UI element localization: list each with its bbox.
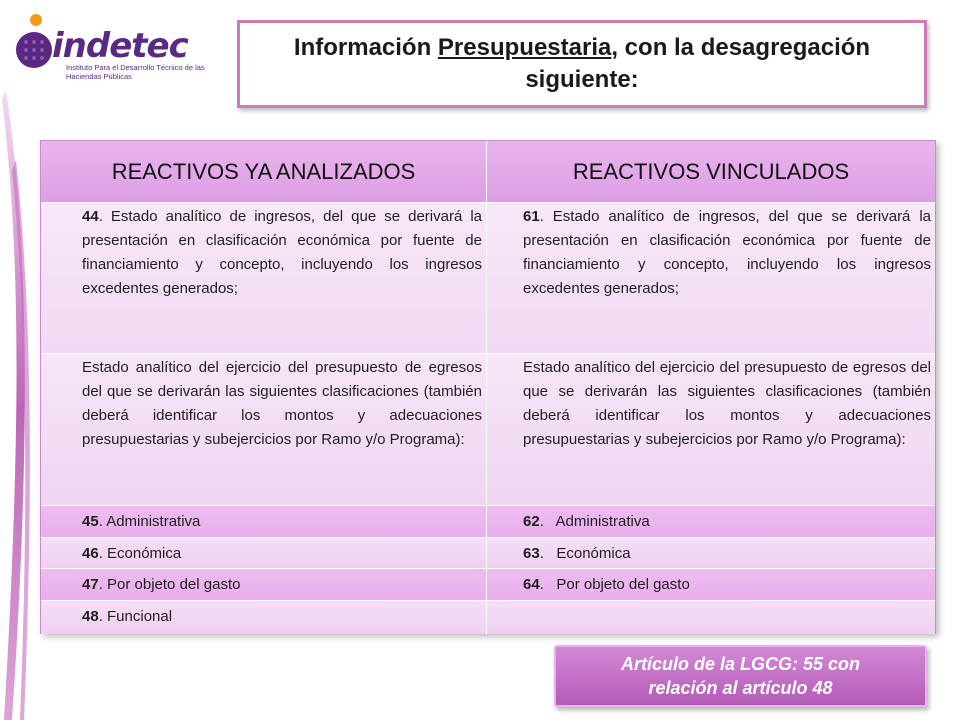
table-cell (41, 601, 487, 634)
item-number: 48 (82, 608, 99, 625)
table-cell (41, 569, 487, 600)
table-row (41, 569, 935, 601)
item-number: 44 (82, 208, 99, 225)
article-reference-box (554, 645, 927, 707)
header-analizados: REACTIVOS YA ANALIZADOS (41, 141, 487, 202)
table-cell (41, 203, 487, 353)
item-text: . Económica (98, 545, 182, 562)
table-cell (487, 569, 935, 600)
item-text: . Administrativa (539, 513, 650, 530)
logo-globe-icon (10, 12, 54, 72)
item-text: . Por objeto del gasto (98, 576, 241, 593)
page-title (240, 32, 924, 96)
article-reference-text (621, 652, 860, 700)
table-header-row (41, 141, 935, 203)
article-line-2: relación al artículo 48 (648, 678, 833, 698)
logo-wordmark: indetec (52, 26, 188, 66)
table-cell (41, 538, 487, 568)
table-row (41, 203, 935, 354)
item-text: . Económica (539, 545, 631, 562)
item-number: 47 (82, 576, 99, 593)
logo-subtitle: Instituto Para el Desarrollo Técnico de las Haciendas Públicas (66, 63, 205, 81)
header-vinculados: REACTIVOS VINCULADOS (572, 158, 850, 184)
table-row (41, 538, 935, 569)
title-suffix: , con la desagregación siguiente: (525, 34, 871, 93)
table-cell (41, 506, 487, 537)
item-text: . Administrativa (98, 513, 201, 530)
title-underlined: Presupuestaria (437, 34, 612, 61)
item-text: . Por objeto del gasto (539, 576, 690, 593)
table-cell-empty (487, 601, 935, 634)
title-box (237, 20, 927, 108)
table-cell (487, 506, 935, 537)
item-number: 64 (523, 576, 540, 593)
item-text: . Estado analítico de ingresos, del que se derivará la presentación en clasificación económica por fuente de financiamiento y concepto, incluyendo los ingresos excedentes generados; (523, 208, 931, 297)
table-cell (487, 538, 935, 568)
table-row (41, 506, 935, 538)
table-cell (487, 203, 935, 353)
item-text: . Estado analítico de ingresos, del que se derivará la presentación en clasificación económica por fuente de financiamiento y concepto, incluyendo los ingresos excedentes generados; (82, 208, 482, 297)
table-row (41, 601, 935, 634)
indetec-logo (10, 12, 210, 82)
table-cell (487, 354, 935, 505)
table-cell (41, 354, 487, 505)
item-number: 46 (82, 545, 99, 562)
article-line-1: Artículo de la LGCG: 55 con (620, 654, 861, 674)
item-number: 61 (523, 208, 540, 225)
item-number: 62 (523, 513, 540, 530)
item-text: . Funcional (98, 608, 173, 625)
table-row (41, 354, 935, 506)
title-prefix: Información (293, 34, 438, 61)
item-text: Estado analítico del ejercicio del presupuesto de egresos del que se derivarán las siguientes clasificaciones (también deberá identificar los montos y adecuaciones presupuestarias y subejercicios por Ramo y/o Programa): (523, 359, 931, 448)
item-text: Estado analítico del ejercicio del presupuesto de egresos del que se derivarán las siguientes clasificaciones (también deberá identificar los montos y adecuaciones presupuestarias y subejercicios por Ramo y/o Programa): (82, 359, 482, 448)
item-number: 45 (82, 513, 99, 530)
reactivos-table (40, 140, 936, 634)
item-number: 63 (523, 545, 540, 562)
